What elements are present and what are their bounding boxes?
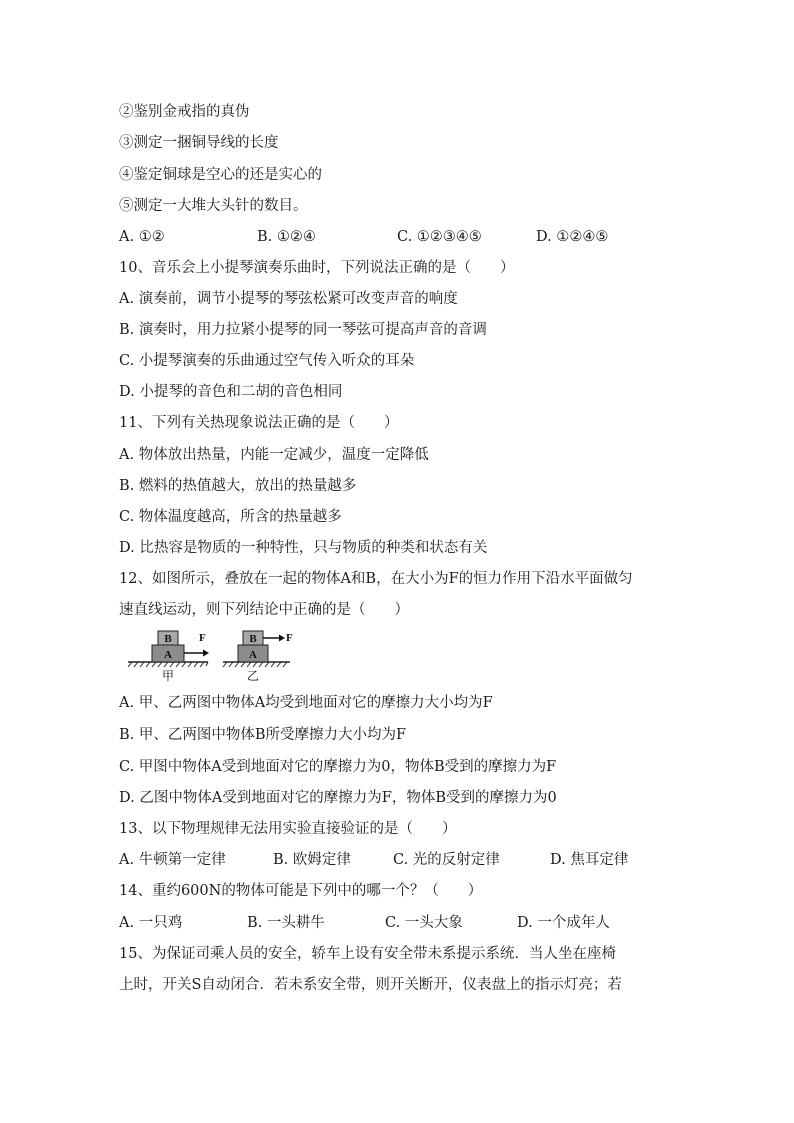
figure-caption-jia: 甲 [161,669,175,683]
q13-stem: 13、以下物理规律无法用实验直接验证的是（ ） [119,821,457,837]
q9-option-b: B. ①②④ [257,229,316,245]
q14-option-b: B. 一头耕牛 [247,915,325,931]
q13-option-b: B. 欧姆定律 [273,852,351,868]
block-a-label: A [249,649,257,661]
arrow-head [203,650,209,657]
q15-line1: 15、为保证司乘人员的安全，轿车上设有安全带未系提示系统．当人坐在座椅 [119,946,616,962]
q10-option-d: D. 小提琴的音色和二胡的音色相同 [119,384,343,400]
q10-option-b: B. 演奏时，用力拉紧小提琴的同一琴弦可提高声音的音调 [119,322,487,338]
q9-option-d: D. ①②④⑤ [536,229,609,245]
q12-option-b: B. 甲、乙两图中物体B所受摩擦力大小均为F [119,727,407,743]
q14-option-d: D. 一个成年人 [517,915,610,931]
q11-option-c: C. 物体温度越高，所含的热量越多 [119,509,342,525]
q11-stem: 11、下列有关热现象说法正确的是（ ） [119,415,399,431]
q9-item-2: ②鉴别金戒指的真伪 [119,104,250,120]
q14-option-c: C. 一头大象 [385,915,463,931]
friction-figure [128,626,308,684]
q12-option-c: C. 甲图中物体A受到地面对它的摩擦力为0，物体B受到的摩擦力为F [119,759,557,775]
q10-stem: 10、音乐会上小提琴演奏乐曲时，下列说法正确的是（ ） [119,260,515,276]
q12-option-a: A. 甲、乙两图中物体A均受到地面对它的摩擦力大小均为F [119,695,493,711]
q14-stem: 14、重约600N的物体可能是下列中的哪一个？（ ） [119,883,483,899]
q9-option-c: C. ①②③④⑤ [397,229,482,245]
q9-item-3: ③测定一捆铜导线的长度 [119,135,279,151]
q14-option-a: A. 一只鸡 [119,915,183,931]
q11-option-b: B. 燃料的热值越大，放出的热量越多 [119,478,357,494]
q12-stem-line2: 速直线运动，则下列结论中正确的是（ ） [119,602,409,618]
q13-option-a: A. 牛顿第一定律 [119,852,226,868]
block-a-label: A [164,649,172,661]
q11-option-a: A. 物体放出热量，内能一定减少，温度一定降低 [119,447,429,463]
figure-left [128,631,209,683]
q13-option-c: C. 光的反射定律 [393,852,500,868]
q9-item-4: ④鉴定铜球是空心的还是实心的 [119,167,322,183]
q9-option-a: A. ①② [119,229,165,245]
block-b-label: B [249,633,257,645]
q13-option-d: D. 焦耳定律 [550,852,629,868]
q12-stem-line1: 12、如图所示，叠放在一起的物体A和B，在大小为F的恒力作用下沿水平面做匀 [119,571,633,587]
q10-option-a: A. 演奏前，调节小提琴的琴弦松紧可改变声音的响度 [119,291,458,307]
arrow-head [279,635,285,642]
block-b-label: B [164,633,172,645]
figure-caption-yi: 乙 [246,669,260,683]
force-label: F [286,632,293,644]
q11-option-d: D. 比热容是物质的一种特性，只与物质的种类和状态有关 [119,540,488,556]
force-label: F [199,632,206,644]
q10-option-c: C. 小提琴演奏的乐曲通过空气传入听众的耳朵 [119,353,415,369]
figure-right [223,631,293,683]
q9-item-5: ⑤测定一大堆大头针的数目。 [119,198,308,214]
q15-line2: 上时，开关S自动闭合．若未系安全带，则开关断开，仪表盘上的指示灯亮；若 [119,977,622,993]
q12-option-d: D. 乙图中物体A受到地面对它的摩擦力为F，物体B受到的摩擦力为0 [119,790,557,806]
